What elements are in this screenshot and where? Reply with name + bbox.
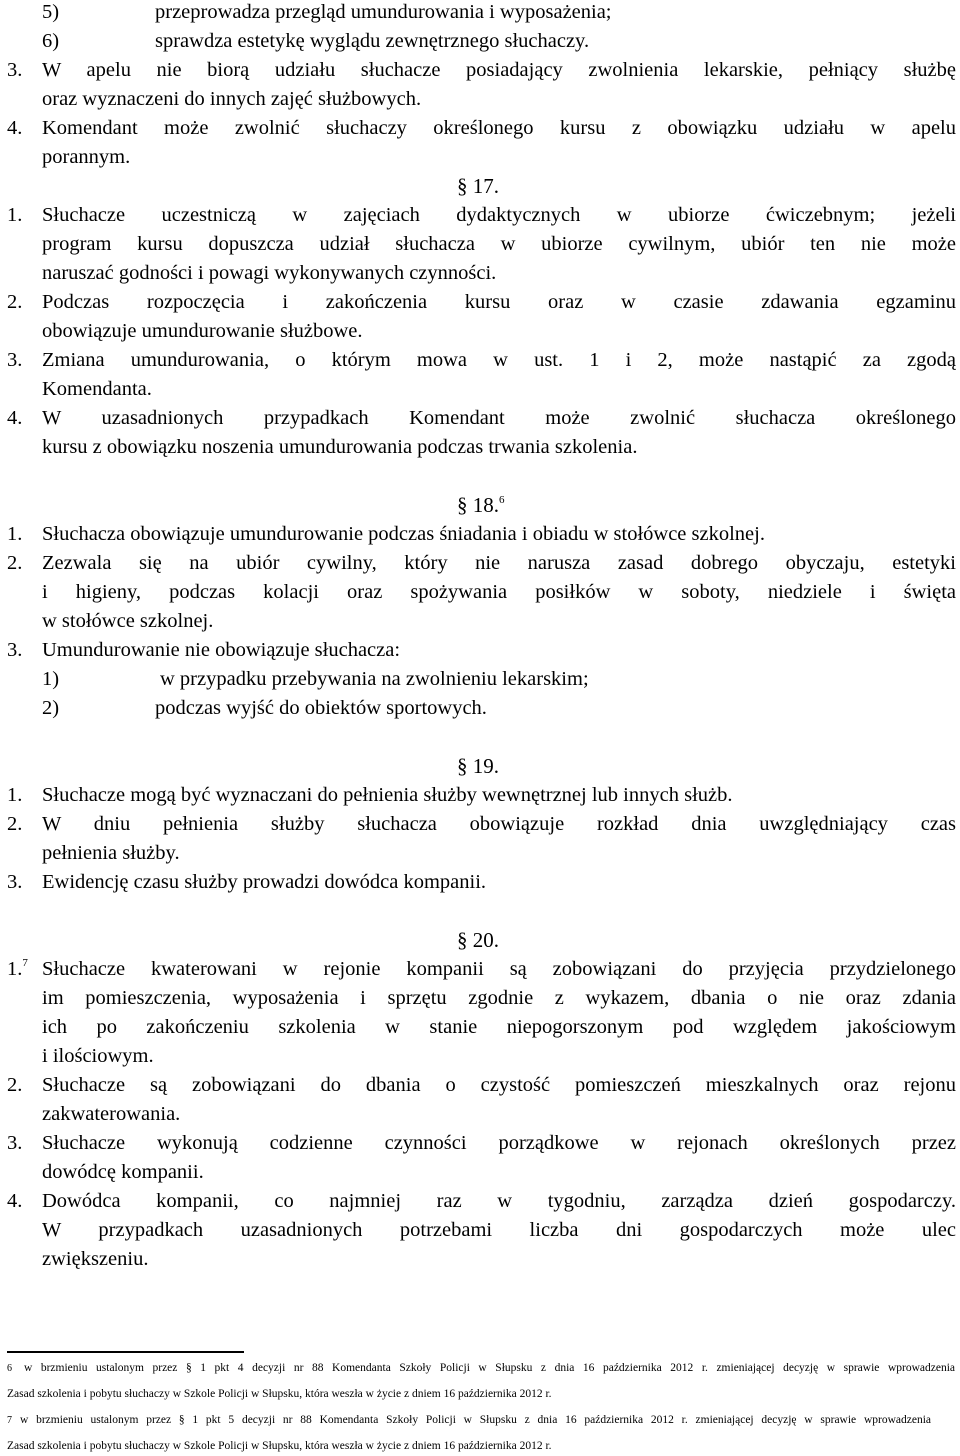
paragraph-text: oraz wyznaczeni do innych zajęć służbowych. [42, 88, 422, 110]
list-item-text: w przypadku przebywania na zwolnieniu lekarskim; [160, 668, 589, 690]
paragraph-text: kursu z obowiązku noszenia umundurowania podczas trwania szkolenia. [42, 436, 638, 458]
paragraph-number: 2. [7, 1074, 23, 1096]
paragraph-text: Komendanta. [42, 378, 152, 400]
list-item-text: przeprowadza przegląd umundurowania i wyposażenia; [155, 1, 612, 23]
footnote-ref: 6 [499, 494, 505, 506]
paragraph-text: Słuchacze uczestniczą w zajęciach dydaktycznych w ubiorze ćwiczebnym; jeżeli [42, 204, 956, 226]
list-item-text: podczas wyjść do obiektów sportowych. [155, 697, 487, 719]
paragraph-text: Umundurowanie nie obowiązuje słuchacza: [42, 639, 401, 661]
paragraph-text: pełnienia służby. [42, 842, 180, 864]
item-number: 1) [42, 668, 60, 690]
paragraph-text: W przypadkach uzasadnionych potrzebami liczba dni gospodarczych może ulec [42, 1219, 956, 1241]
paragraph-text: Słuchacze mogą być wyznaczani do pełnienia służby wewnętrznej lub innych służb. [42, 784, 733, 806]
paragraph-number: 1. [7, 784, 23, 806]
paragraph-text: W apelu nie biorą udziału słuchacze posiadający zwolnienia lekarskie, pełniący służbę [42, 59, 956, 81]
footnote-text: Zasad szkolenia i pobytu słuchaczy w Szkole Policji w Słupsku, która weszła w życie z dniem 16 października 2012 r. [7, 1440, 552, 1452]
paragraph-text: obowiązuje umundurowanie służbowe. [42, 320, 363, 342]
paragraph-text: zwiększeniu. [42, 1248, 149, 1270]
paragraph-text: Podczas rozpoczęcia i zakończenia kursu oraz w czasie zdawania egzaminu [42, 291, 956, 313]
paragraph-number: 3. [7, 59, 23, 81]
paragraph-text: Słuchacze kwaterowani w rejonie kompanii są zobowiązani do przyjęcia przydzielonego [42, 958, 956, 980]
paragraph-text: program kursu dopuszcza udział słuchacza w ubiorze cywilnym, ubiór ten nie może [42, 233, 956, 255]
paragraph-text: Dowódca kompanii, co najmniej raz w tygodniu, zarządza dzień gospodarczy. [42, 1190, 956, 1212]
paragraph-text: Słuchacze wykonują codzienne czynności porządkowe w rejonach określonych przez [42, 1132, 956, 1154]
list-item-text: sprawdza estetykę wyglądu zewnętrznego słuchaczy. [155, 30, 590, 52]
section-heading-text: § 18. [457, 493, 499, 517]
paragraph-text: ich po zakończeniu szkolenia w stanie niepogorszonym pod względem jakościowym [42, 1016, 956, 1038]
paragraph-text: Słuchacze są zobowiązani do dbania o czystość pomieszczeń mieszkalnych oraz rejonu [42, 1074, 956, 1096]
paragraph-text: Ewidencję czasu służby prowadzi dowódca kompanii. [42, 871, 487, 893]
paragraph-number: 1. [7, 523, 23, 545]
paragraph-text: naruszać godności i powagi wykonywanych czynności. [42, 262, 497, 284]
paragraph-number: 3. [7, 871, 23, 893]
paragraph-number: 4. [7, 117, 23, 139]
paragraph-number: 3. [7, 349, 23, 371]
paragraph-text: i ilościowym. [42, 1045, 154, 1067]
paragraph-number: 4. [7, 407, 23, 429]
paragraph-number: 4. [7, 1190, 23, 1212]
paragraph-number-text: 1. [7, 958, 23, 980]
paragraph-text: zakwaterowania. [42, 1103, 181, 1125]
paragraph-text: Słuchacza obowiązuje umundurowanie podczas śniadania i obiadu w stołówce szkolnej. [42, 523, 765, 545]
paragraph-number: 1. [7, 204, 23, 226]
paragraph-number: 2. [7, 291, 23, 313]
paragraph-text: Zmiana umundurowania, o którym mowa w ust. 1 i 2, może nastąpić za zgodą [42, 349, 956, 371]
footnote-text: w brzmieniu ustalonym przez § 1 pkt 5 decyzji nr 88 Komendanta Szkoły Policji w Słupsku z dnia 16 października 2012 r. zmieniającej decyzję w sprawie wprowadzenia [20, 1414, 931, 1426]
footnote-ref: 7 [22, 957, 28, 969]
paragraph-text: Zezwala się na ubiór cywilny, który nie narusza zasad dobrego obyczaju, estetyki [42, 552, 956, 574]
paragraph-text: Komendant może zwolnić słuchaczy określonego kursu z obowiązku udziału w apelu [42, 117, 956, 139]
paragraph-text: dowódcę kompanii. [42, 1161, 204, 1183]
paragraph-text: im pomieszczenia, wyposażenia i sprzętu zgodnie z wykazem, dbania o nie oraz zdania [42, 987, 956, 1009]
section-heading: § 19. [457, 754, 499, 778]
section-heading [457, 491, 505, 520]
footnote-separator [7, 1351, 244, 1353]
item-number: 2) [42, 697, 60, 719]
item-number: 5) [42, 1, 60, 23]
paragraph-number: 3. [7, 639, 23, 661]
section-heading: § 20. [457, 928, 499, 952]
footnote-mark: 7 [7, 1415, 12, 1426]
paragraph-text: W uzasadnionych przypadkach Komendant może zwolnić słuchacza określonego [42, 407, 956, 429]
paragraph-text: i higieny, podczas kolacji oraz spożywania posiłków w soboty, niedziele i święta [42, 581, 956, 603]
footnote-text: w brzmieniu ustalonym przez § 1 pkt 4 decyzji nr 88 Komendanta Szkoły Policji w Słupsku z dnia 16 października 2012 r. zmieniającej decyzję w sprawie wprowadzenia [24, 1362, 955, 1374]
paragraph-number: 2. [7, 552, 23, 574]
paragraph-text: W dniu pełnienia służby słuchacza obowiązuje rozkład dnia uwzględniający czas [42, 813, 956, 835]
paragraph-text: w stołówce szkolnej. [42, 610, 214, 632]
section-heading: § 17. [457, 174, 499, 198]
item-number: 6) [42, 30, 60, 52]
paragraph-number: 3. [7, 1132, 23, 1154]
footnote-mark: 6 [7, 1363, 12, 1374]
paragraph-number: 2. [7, 813, 23, 835]
paragraph-number [7, 955, 28, 984]
footnote-text: Zasad szkolenia i pobytu słuchaczy w Szkole Policji w Słupsku, która weszła w życie z dniem 16 października 2012 r. [7, 1388, 552, 1400]
paragraph-text: porannym. [42, 146, 131, 168]
